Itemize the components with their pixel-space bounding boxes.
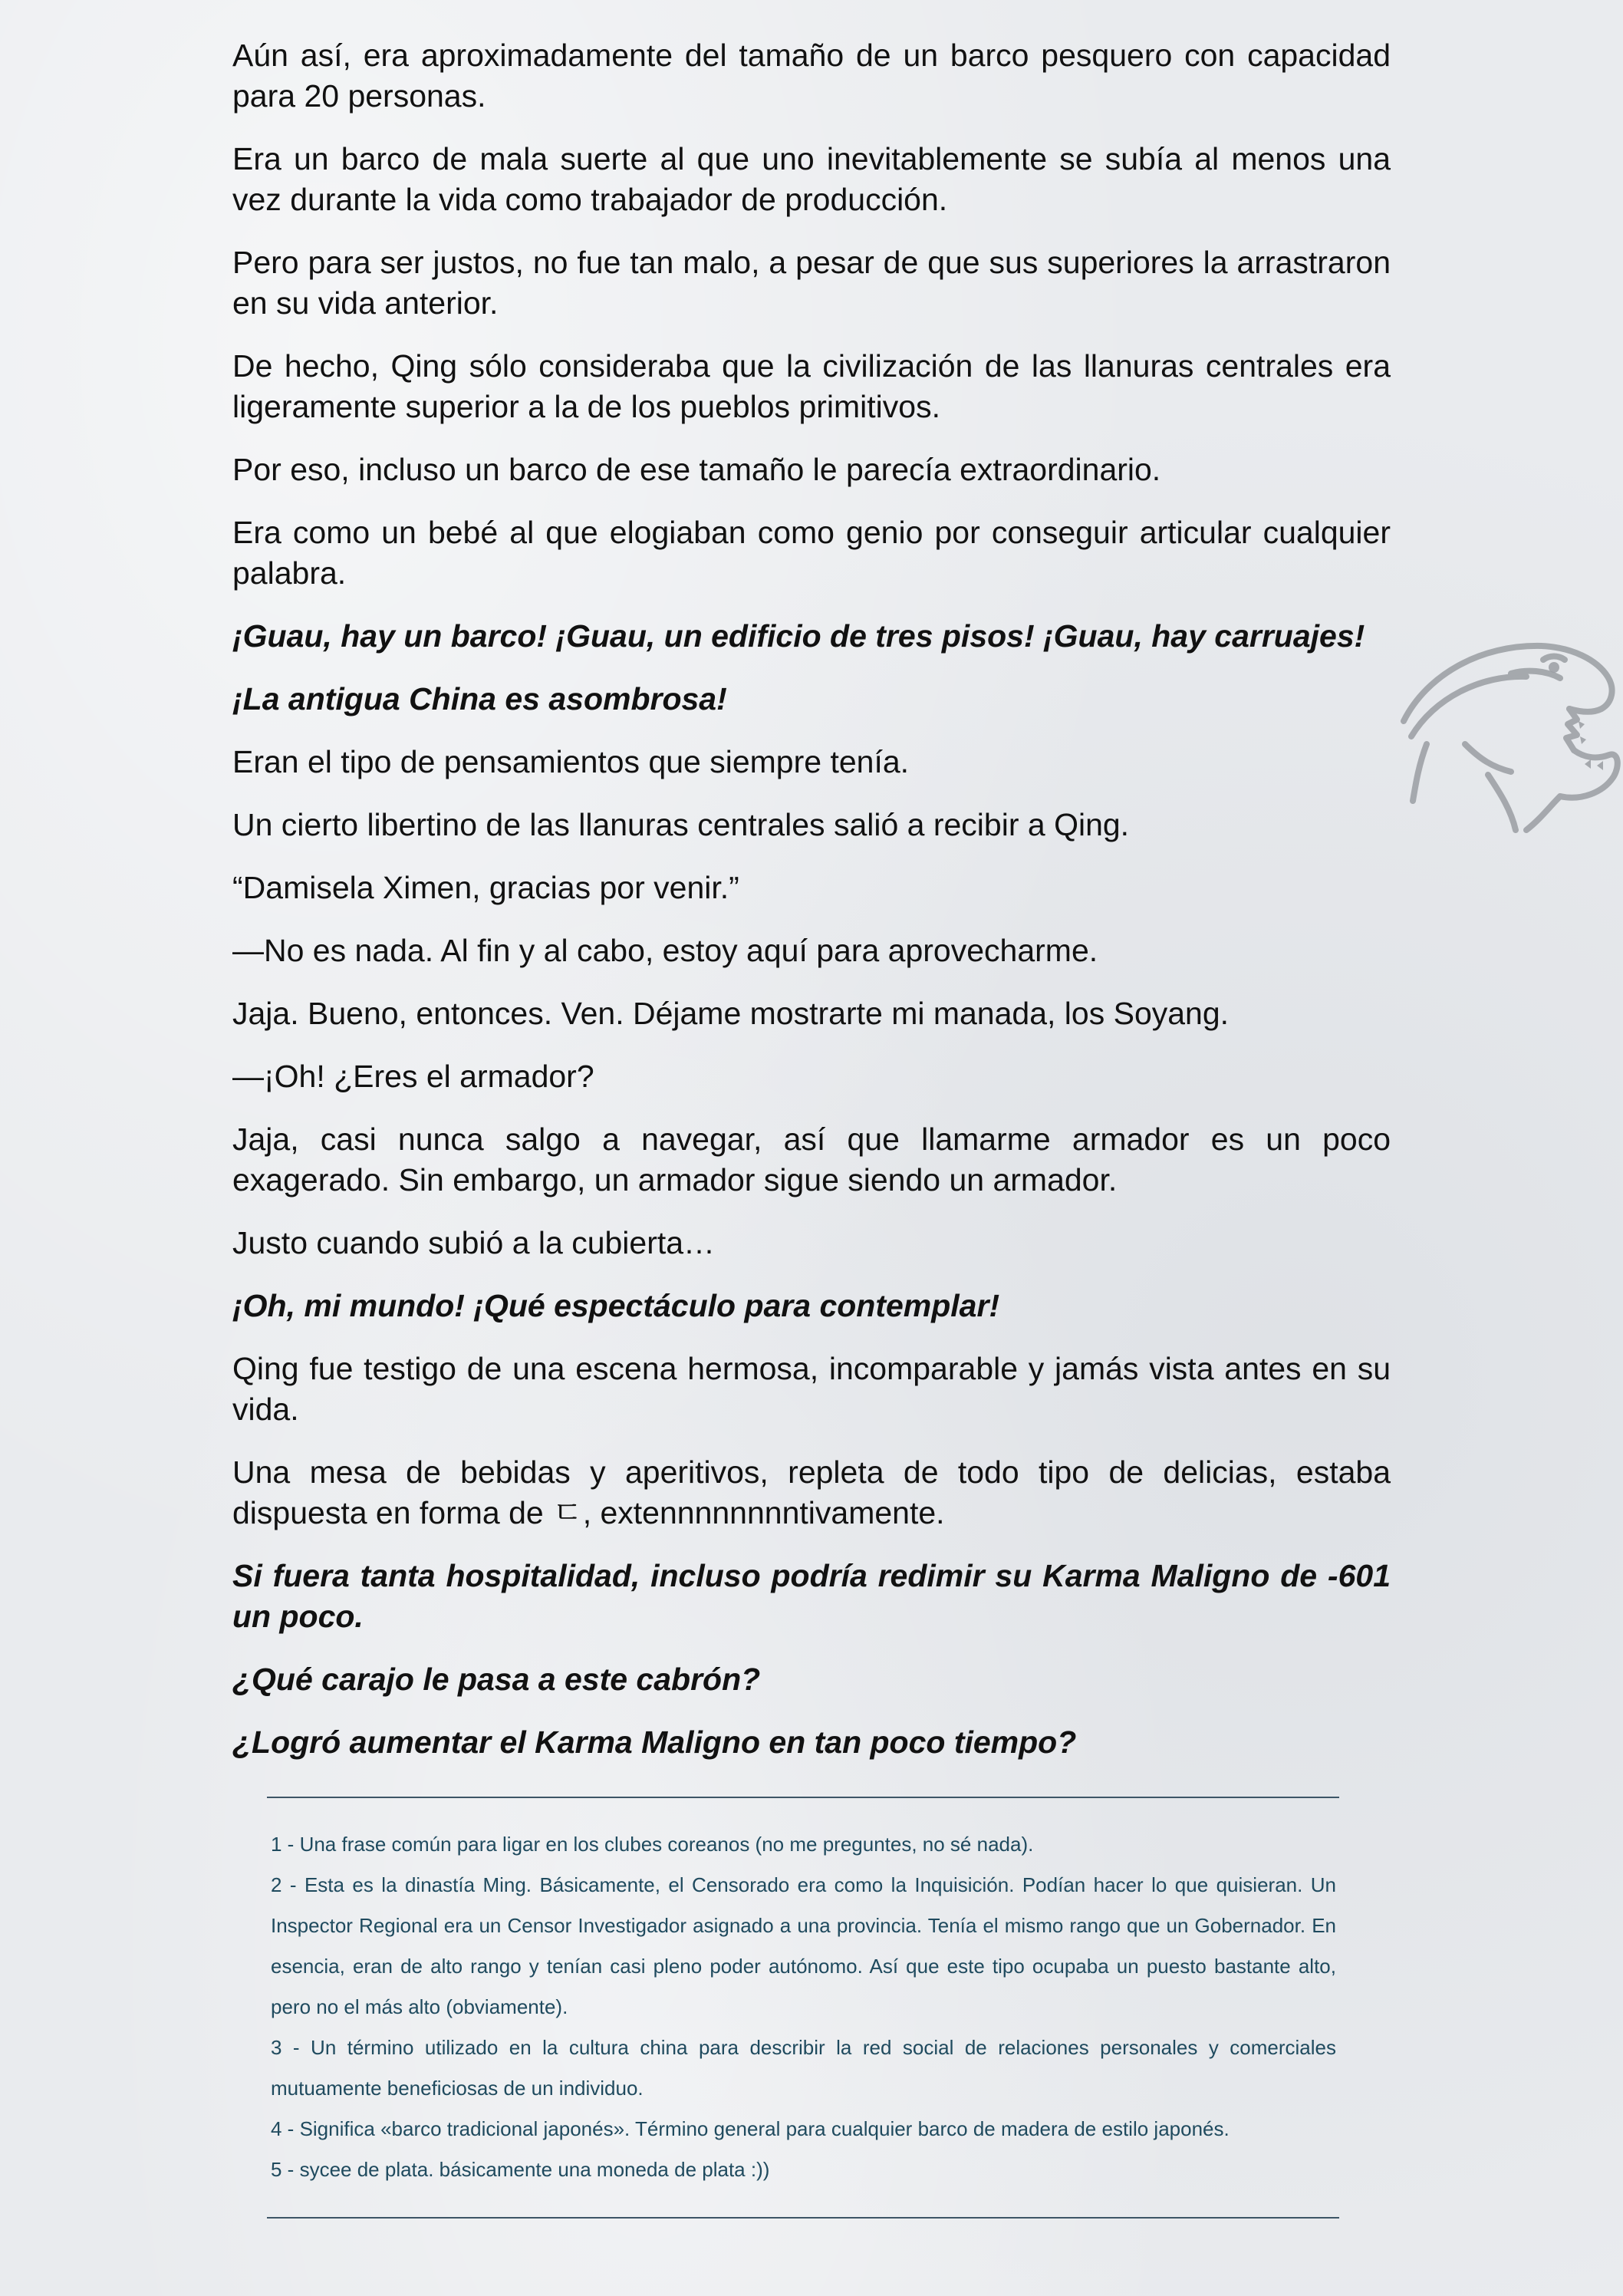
emphasis-paragraph: ¿Qué carajo le pasa a este cabrón?: [232, 1662, 761, 1697]
emphasis-paragraph: ¡Guau, hay un barco! ¡Guau, un edificio de tres pisos! ¡Guau, hay carruajes!: [232, 618, 1365, 654]
paragraph: —¡Oh! ¿Eres el armador?: [232, 1059, 594, 1094]
footnote: 3 - Un término utilizado en la cultura china para describir la red social de relaciones personales y comerciales mutuamente beneficiosas de un individuo.: [271, 2036, 1336, 2100]
footnote: 5 - sycee de plata. básicamente una moneda de plata :)): [271, 2158, 770, 2181]
paragraph: Qing fue testigo de una escena hermosa, incomparable y jamás vista antes en su vida.: [232, 1351, 1391, 1427]
paragraph: Jaja, casi nunca salgo a navegar, así que llamarme armador es un poco exagerado. Sin embargo, un armador sigue siendo un armador.: [232, 1122, 1391, 1197]
paragraph: Aún así, era aproximadamente del tamaño de un barco pesquero con capacidad para 20 personas.: [232, 38, 1391, 114]
paragraph: Era un barco de mala suerte al que uno inevitablemente se subía al menos una vez durante la vida como trabajador de producción.: [232, 141, 1391, 217]
emphasis-paragraph: ¡La antigua China es asombrosa!: [232, 681, 727, 716]
paragraph: —No es nada. Al fin y al cabo, estoy aquí para aprovecharme.: [232, 933, 1098, 968]
paragraph: Eran el tipo de pensamientos que siempre tenía.: [232, 744, 910, 779]
emphasis-paragraph: ¿Logró aumentar el Karma Maligno en tan poco tiempo?: [232, 1724, 1077, 1760]
body-text: [232, 35, 1391, 1785]
footnote: 4 - Significa «barco tradicional japonés». Término general para cualquier barco de madera de estilo japonés.: [271, 2117, 1230, 2140]
paragraph: Era como un bebé al que elogiaban como genio por conseguir articular cualquier palabra.: [232, 515, 1391, 591]
emphasis-paragraph: Si fuera tanta hospitalidad, incluso podría redimir su Karma Maligno de -601 un poco.: [232, 1558, 1391, 1634]
footnote: 1 - Una frase común para ligar en los clubes coreanos (no me preguntes, no sé nada).: [271, 1833, 1034, 1856]
paragraph: Jaja. Bueno, entonces. Ven. Déjame mostrarte mi manada, los Soyang.: [232, 996, 1230, 1031]
paragraph: Un cierto libertino de las llanuras centrales salió a recibir a Qing.: [232, 807, 1130, 842]
paragraph: Pero para ser justos, no fue tan malo, a pesar de que sus superiores la arrastraron en su vida anterior.: [232, 245, 1391, 321]
paragraph: Por eso, incluso un barco de ese tamaño le parecía extraordinario.: [232, 452, 1161, 487]
footnote: 2 - Esta es la dinastía Ming. Básicamente, el Censorado era como la Inquisición. Podían hacer lo que quisieran. Un Inspector Regional era un Censor Investigador asignado a una provincia. Tenía el mismo rango que un Gobernador. En esencia, eran de alto rango y tenían casi pleno poder autónomo. Así que este tipo ocupaba un puesto bastante alto, pero no el más alto (obviamente).: [271, 1873, 1336, 2018]
footnotes-section: [267, 1797, 1339, 2219]
paragraph: “Damisela Ximen, gracias por venir.”: [232, 870, 739, 905]
paragraph: Justo cuando subió a la cubierta…: [232, 1225, 716, 1260]
paragraph: Una mesa de bebidas y aperitivos, repleta de todo tipo de delicias, estaba dispuesta en forma de ㄷ, extennnnnnnntivamente.: [232, 1454, 1391, 1530]
dinosaur-head-icon: [1396, 629, 1623, 836]
emphasis-paragraph: ¡Oh, mi mundo! ¡Qué espectáculo para contemplar!: [232, 1288, 1000, 1323]
paragraph: De hecho, Qing sólo consideraba que la civilización de las llanuras centrales era ligeramente superior a la de los pueblos primitivos.: [232, 348, 1391, 424]
